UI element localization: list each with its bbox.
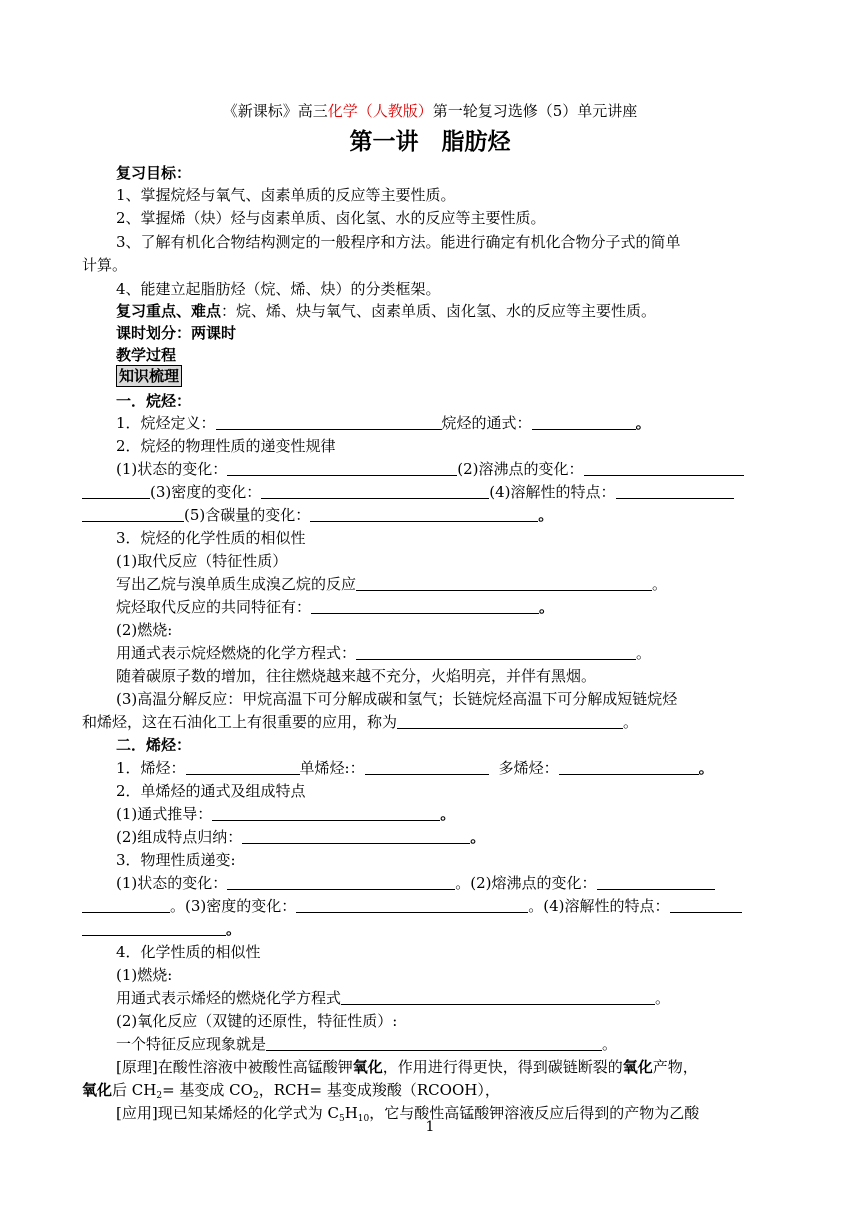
blank[interactable] bbox=[365, 759, 489, 775]
text: (2)溶沸点的变化： bbox=[457, 460, 584, 478]
text: 。 bbox=[655, 989, 671, 1007]
objective-3-cont: 计算。 bbox=[82, 256, 128, 274]
text: 。 bbox=[470, 828, 486, 846]
alkene-line-4 bbox=[116, 826, 485, 848]
alkane-line-11 bbox=[116, 642, 651, 664]
text: (1)状态的变化： bbox=[116, 460, 228, 478]
blank[interactable] bbox=[356, 644, 636, 660]
text: 1．烷烃定义： bbox=[116, 414, 216, 432]
alkane-line-2: 2．烷烃的物理性质的递变性规律 bbox=[116, 437, 336, 455]
text: [应用]现已知某烯烃的化学式为 C bbox=[116, 1104, 339, 1122]
alkane-line-10: (2)燃烧: bbox=[116, 621, 173, 639]
text: 1．烯烃： bbox=[116, 759, 186, 777]
alkene-line-10: (1)燃烧: bbox=[116, 966, 173, 984]
subscript: 2 bbox=[156, 1091, 163, 1101]
text: ，RCH= 基变成羧酸（RCOOH）， bbox=[258, 1081, 500, 1099]
alkene-line-6 bbox=[116, 872, 715, 894]
alkene-line-8 bbox=[82, 918, 241, 940]
text: 。 bbox=[539, 598, 555, 616]
alkane-line-7: (1)取代反应（特征性质） bbox=[116, 552, 288, 570]
blank[interactable] bbox=[559, 759, 699, 775]
objectives-heading: 复习目标： bbox=[116, 164, 192, 182]
text: 多烯烃： bbox=[498, 759, 559, 777]
alkene-line-12: (2)氧化反应（双键的还原性，特征性质）: bbox=[116, 1012, 398, 1030]
text: 。 bbox=[602, 1035, 618, 1053]
text: 后 CH bbox=[112, 1081, 157, 1099]
blank[interactable] bbox=[397, 713, 623, 729]
knowledge-box-row bbox=[116, 365, 182, 387]
alkene-line-3 bbox=[116, 803, 455, 825]
blank[interactable] bbox=[670, 897, 742, 913]
subscript: 2 bbox=[252, 1091, 259, 1101]
alkane-line-4 bbox=[82, 481, 734, 503]
text: 氧化 bbox=[82, 1081, 113, 1099]
blank[interactable] bbox=[584, 460, 744, 476]
text: 产物， bbox=[652, 1058, 698, 1076]
blank[interactable] bbox=[296, 897, 528, 913]
header-subject: 化学（人教版） bbox=[327, 102, 433, 120]
alkene-line-1 bbox=[116, 757, 714, 779]
blank[interactable] bbox=[616, 483, 734, 499]
subscript: 5 bbox=[338, 1114, 345, 1124]
blank[interactable] bbox=[266, 1035, 602, 1051]
text: 。 bbox=[635, 414, 651, 432]
alkene-line-14 bbox=[116, 1056, 698, 1078]
text: 用通式表示烯烃的燃烧化学方程式 bbox=[116, 989, 342, 1007]
alkane-line-13: (3)高温分解反应：甲烷高温下可分解成碳和氢气；长链烷烃高温下可分解成短链烷烃 bbox=[116, 690, 678, 708]
blank[interactable] bbox=[261, 483, 489, 499]
text: 烷烃取代反应的共同特征有： bbox=[116, 598, 312, 616]
text: ，作用进行得更快，得到碳链断裂的 bbox=[382, 1058, 623, 1076]
alkane-heading: 一．烷烃： bbox=[116, 392, 192, 410]
teaching-process: 教学过程 bbox=[116, 346, 177, 364]
text: (5)含碳量的变化： bbox=[184, 506, 311, 524]
objective-4: 4、能建立起脂肪烃（烷、烯、炔）的分类框架。 bbox=[116, 280, 441, 298]
blank[interactable] bbox=[532, 414, 636, 430]
text: (3)密度的变化： bbox=[150, 483, 262, 501]
text: (1)通式推导： bbox=[116, 805, 213, 823]
blank[interactable] bbox=[82, 897, 170, 913]
text: (2)组成特点归纳： bbox=[116, 828, 243, 846]
alkane-line-8 bbox=[116, 573, 667, 595]
text: 。 bbox=[440, 805, 456, 823]
blank[interactable] bbox=[597, 874, 715, 890]
text: (4)溶解性的特点： bbox=[489, 483, 616, 501]
text: 。 bbox=[636, 644, 652, 662]
key-points bbox=[116, 300, 656, 322]
alkane-line-12: 随着碳原子数的增加，往往燃烧越来越不充分，火焰明亮，并伴有黑烟。 bbox=[116, 667, 597, 685]
blank[interactable] bbox=[242, 828, 470, 844]
alkane-line-5 bbox=[82, 504, 553, 526]
blank[interactable] bbox=[227, 874, 455, 890]
objective-2: 2、掌握烯（炔）烃与卤素单质、卤化氢、水的反应等主要性质。 bbox=[116, 209, 546, 227]
key-points-label: 复习重点、难点 bbox=[116, 302, 222, 320]
text: 。(3)密度的变化： bbox=[170, 897, 297, 915]
text: 。(4)溶解性的特点： bbox=[528, 897, 670, 915]
text: 氧化 bbox=[622, 1058, 653, 1076]
document-header bbox=[0, 100, 860, 122]
alkane-line-9 bbox=[116, 596, 554, 618]
blank[interactable] bbox=[82, 920, 226, 936]
text: (1)状态的变化： bbox=[116, 874, 228, 892]
text: 。 bbox=[652, 575, 668, 593]
text: 和烯烃，这在石油化工上有很重要的应用，称为 bbox=[82, 713, 398, 731]
alkane-line-3 bbox=[116, 458, 744, 480]
alkane-line-1 bbox=[116, 412, 651, 434]
blank[interactable] bbox=[356, 575, 652, 591]
blank[interactable] bbox=[82, 506, 184, 522]
blank[interactable] bbox=[212, 805, 440, 821]
blank[interactable] bbox=[311, 598, 539, 614]
page-title: 第一讲 脂肪烃 bbox=[349, 128, 511, 155]
text: 氧化 bbox=[352, 1058, 383, 1076]
blank[interactable] bbox=[216, 414, 442, 430]
text: 。(2)熔沸点的变化： bbox=[455, 874, 597, 892]
alkene-line-13 bbox=[116, 1033, 617, 1055]
objective-3: 3、了解有机化合物结构测定的一般程序和方法。能进行确定有机化合物分子式的简单 bbox=[116, 233, 681, 251]
header-series: 《新课标》高三 bbox=[222, 102, 328, 120]
text: = 基变成 CO bbox=[162, 1081, 253, 1099]
text: 烷烃的通式： bbox=[441, 414, 532, 432]
alkane-line-14 bbox=[82, 711, 638, 733]
knowledge-box: 知识梳理 bbox=[116, 365, 182, 387]
alkene-heading: 二．烯烃： bbox=[116, 736, 192, 754]
page-number: 1 bbox=[425, 1119, 435, 1135]
text: 单烯烃:： bbox=[299, 759, 365, 777]
text: 。 bbox=[538, 506, 554, 524]
objective-1: 1、掌握烷烃与氧气、卤素单质的反应等主要性质。 bbox=[116, 186, 456, 204]
text: 写出乙烷与溴单质生成溴乙烷的反应 bbox=[116, 575, 357, 593]
alkane-line-6: 3．烷烃的化学性质的相似性 bbox=[116, 529, 306, 547]
blank[interactable] bbox=[82, 483, 150, 499]
blank[interactable] bbox=[341, 989, 655, 1005]
blank[interactable] bbox=[227, 460, 457, 476]
blank[interactable] bbox=[186, 759, 300, 775]
blank[interactable] bbox=[310, 506, 538, 522]
alkene-line-7 bbox=[82, 895, 742, 917]
text: ，它与酸性高锰酸钾溶液反应后得到的产物为乙酸 bbox=[369, 1104, 700, 1122]
text: 。 bbox=[623, 713, 639, 731]
text: [原理]在酸性溶液中被酸性高锰酸钾 bbox=[116, 1058, 353, 1076]
subscript: 10 bbox=[357, 1114, 370, 1124]
text: 。 bbox=[698, 759, 714, 777]
alkene-line-9: 4．化学性质的相似性 bbox=[116, 943, 261, 961]
alkene-line-2: 2．单烯烃的通式及组成特点 bbox=[116, 782, 306, 800]
text: H bbox=[344, 1104, 358, 1122]
alkene-line-11 bbox=[116, 987, 670, 1009]
alkene-line-5: 3．物理性质递变: bbox=[116, 851, 236, 869]
text: 一个特征反应现象就是 bbox=[116, 1035, 267, 1053]
text: 用通式表示烷烃燃烧的化学方程式： bbox=[116, 644, 357, 662]
periods: 课时划分：两课时 bbox=[116, 324, 237, 342]
key-points-text: ：烷、烯、炔与氧气、卤素单质、卤化氢、水的反应等主要性质。 bbox=[221, 302, 657, 320]
text: 。 bbox=[226, 920, 242, 938]
header-course: 第一轮复习选修（5）单元讲座 bbox=[432, 102, 638, 120]
